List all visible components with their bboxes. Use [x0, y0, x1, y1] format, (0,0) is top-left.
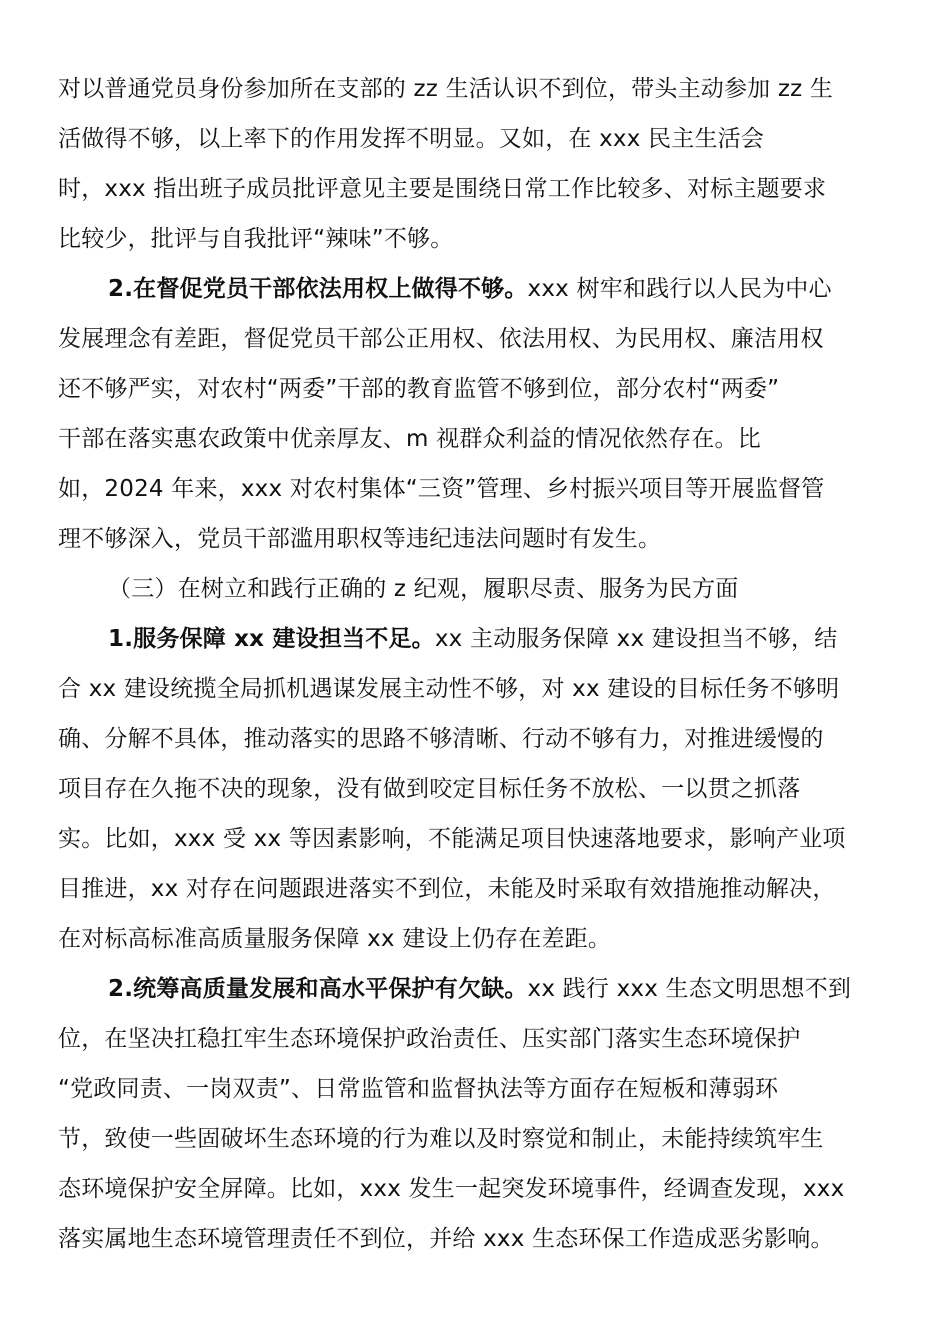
paragraph-line: 目推进，xx 对存在问题跟进落实不到位，未能及时采取有效措施推动解决，	[58, 876, 836, 902]
paragraph-line: 理不够深入，党员干部滥用职权等违纪违法问题时有发生。	[58, 526, 662, 552]
paragraph-line: “党政同责、一岗双责”、日常监管和监督执法等方面存在短板和薄弱环	[58, 1076, 779, 1102]
paragraph-line	[108, 974, 851, 1004]
subsection-title: （三）在树立和践行正确的 z 纪观，履职尽责、服务为民方面	[108, 576, 739, 602]
paragraph-line: 在对标高标准高质量服务保障 xx 建设上仍存在差距。	[58, 926, 612, 952]
paragraph-line: 位，在坚决扛稳扛牢生态环境保护政治责任、压实部门落实生态环境保护	[58, 1026, 801, 1052]
paragraph-text: xx 践行 xxx 生态文明思想不到	[527, 976, 852, 1002]
paragraph-line: 比较少，批评与自我批评“辣味”不够。	[58, 226, 454, 252]
paragraph-line: 项目存在久拖不决的现象，没有做到咬定目标任务不放松、一以贯之抓落	[58, 776, 801, 802]
paragraph-line: 时，xxx 指出班子成员批评意见主要是围绕日常工作比较多、对标主题要求	[58, 176, 827, 202]
section-heading: 2.在督促党员干部依法用权上做得不够。	[108, 276, 528, 302]
paragraph-line: 态环境保护安全屏障。比如，xxx 发生一起突发环境事件，经调查发现，xxx	[58, 1176, 845, 1202]
paragraph-line	[108, 274, 832, 304]
paragraph-line: 活做得不够，以上率下的作用发挥不明显。又如，在 xxx 民主生活会	[58, 126, 765, 152]
paragraph-line: 合 xx 建设统揽全局抓机遇谋发展主动性不够，对 xx 建设的目标任务不够明	[58, 676, 840, 702]
paragraph-line: 如，2024 年来，xxx 对农村集体“三资”管理、乡村振兴项目等开展监督管	[58, 476, 825, 502]
paragraph-line: 落实属地生态环境管理责任不到位，并给 xxx 生态环保工作造成恶劣影响。	[58, 1226, 834, 1252]
paragraph-line: 干部在落实惠农政策中优亲厚友、m 视群众利益的情况依然存在。比	[58, 426, 761, 452]
section-heading: 2.统筹高质量发展和高水平保护有欠缺。	[108, 976, 528, 1002]
paragraph-text: xx 主动服务保障 xx 建设担当不够，结	[434, 626, 838, 652]
paragraph-line: 确、分解不具体，推动落实的思路不够清晰、行动不够有力，对推进缓慢的	[58, 726, 824, 752]
paragraph-text: xxx 树牢和践行以人民为中心	[527, 276, 832, 302]
paragraph-line: 发展理念有差距，督促党员干部公正用权、依法用权、为民用权、廉洁用权	[58, 326, 824, 352]
paragraph-line	[108, 624, 837, 654]
paragraph-line: 还不够严实，对农村“两委”干部的教育监管不够到位，部分农村“两委”	[58, 376, 780, 402]
section-heading: 1.服务保障 xx 建设担当不足。	[108, 626, 435, 652]
paragraph-line: 实。比如，xxx 受 xx 等因素影响，不能满足项目快速落地要求，影响产业项	[58, 826, 846, 852]
paragraph-line: 对以普通党员身份参加所在支部的 zz 生活认识不到位，带头主动参加 zz 生	[58, 76, 834, 102]
paragraph-line: 节，致使一些固破坏生态环境的行为难以及时察觉和制止，未能持续筑牢生	[58, 1126, 824, 1152]
